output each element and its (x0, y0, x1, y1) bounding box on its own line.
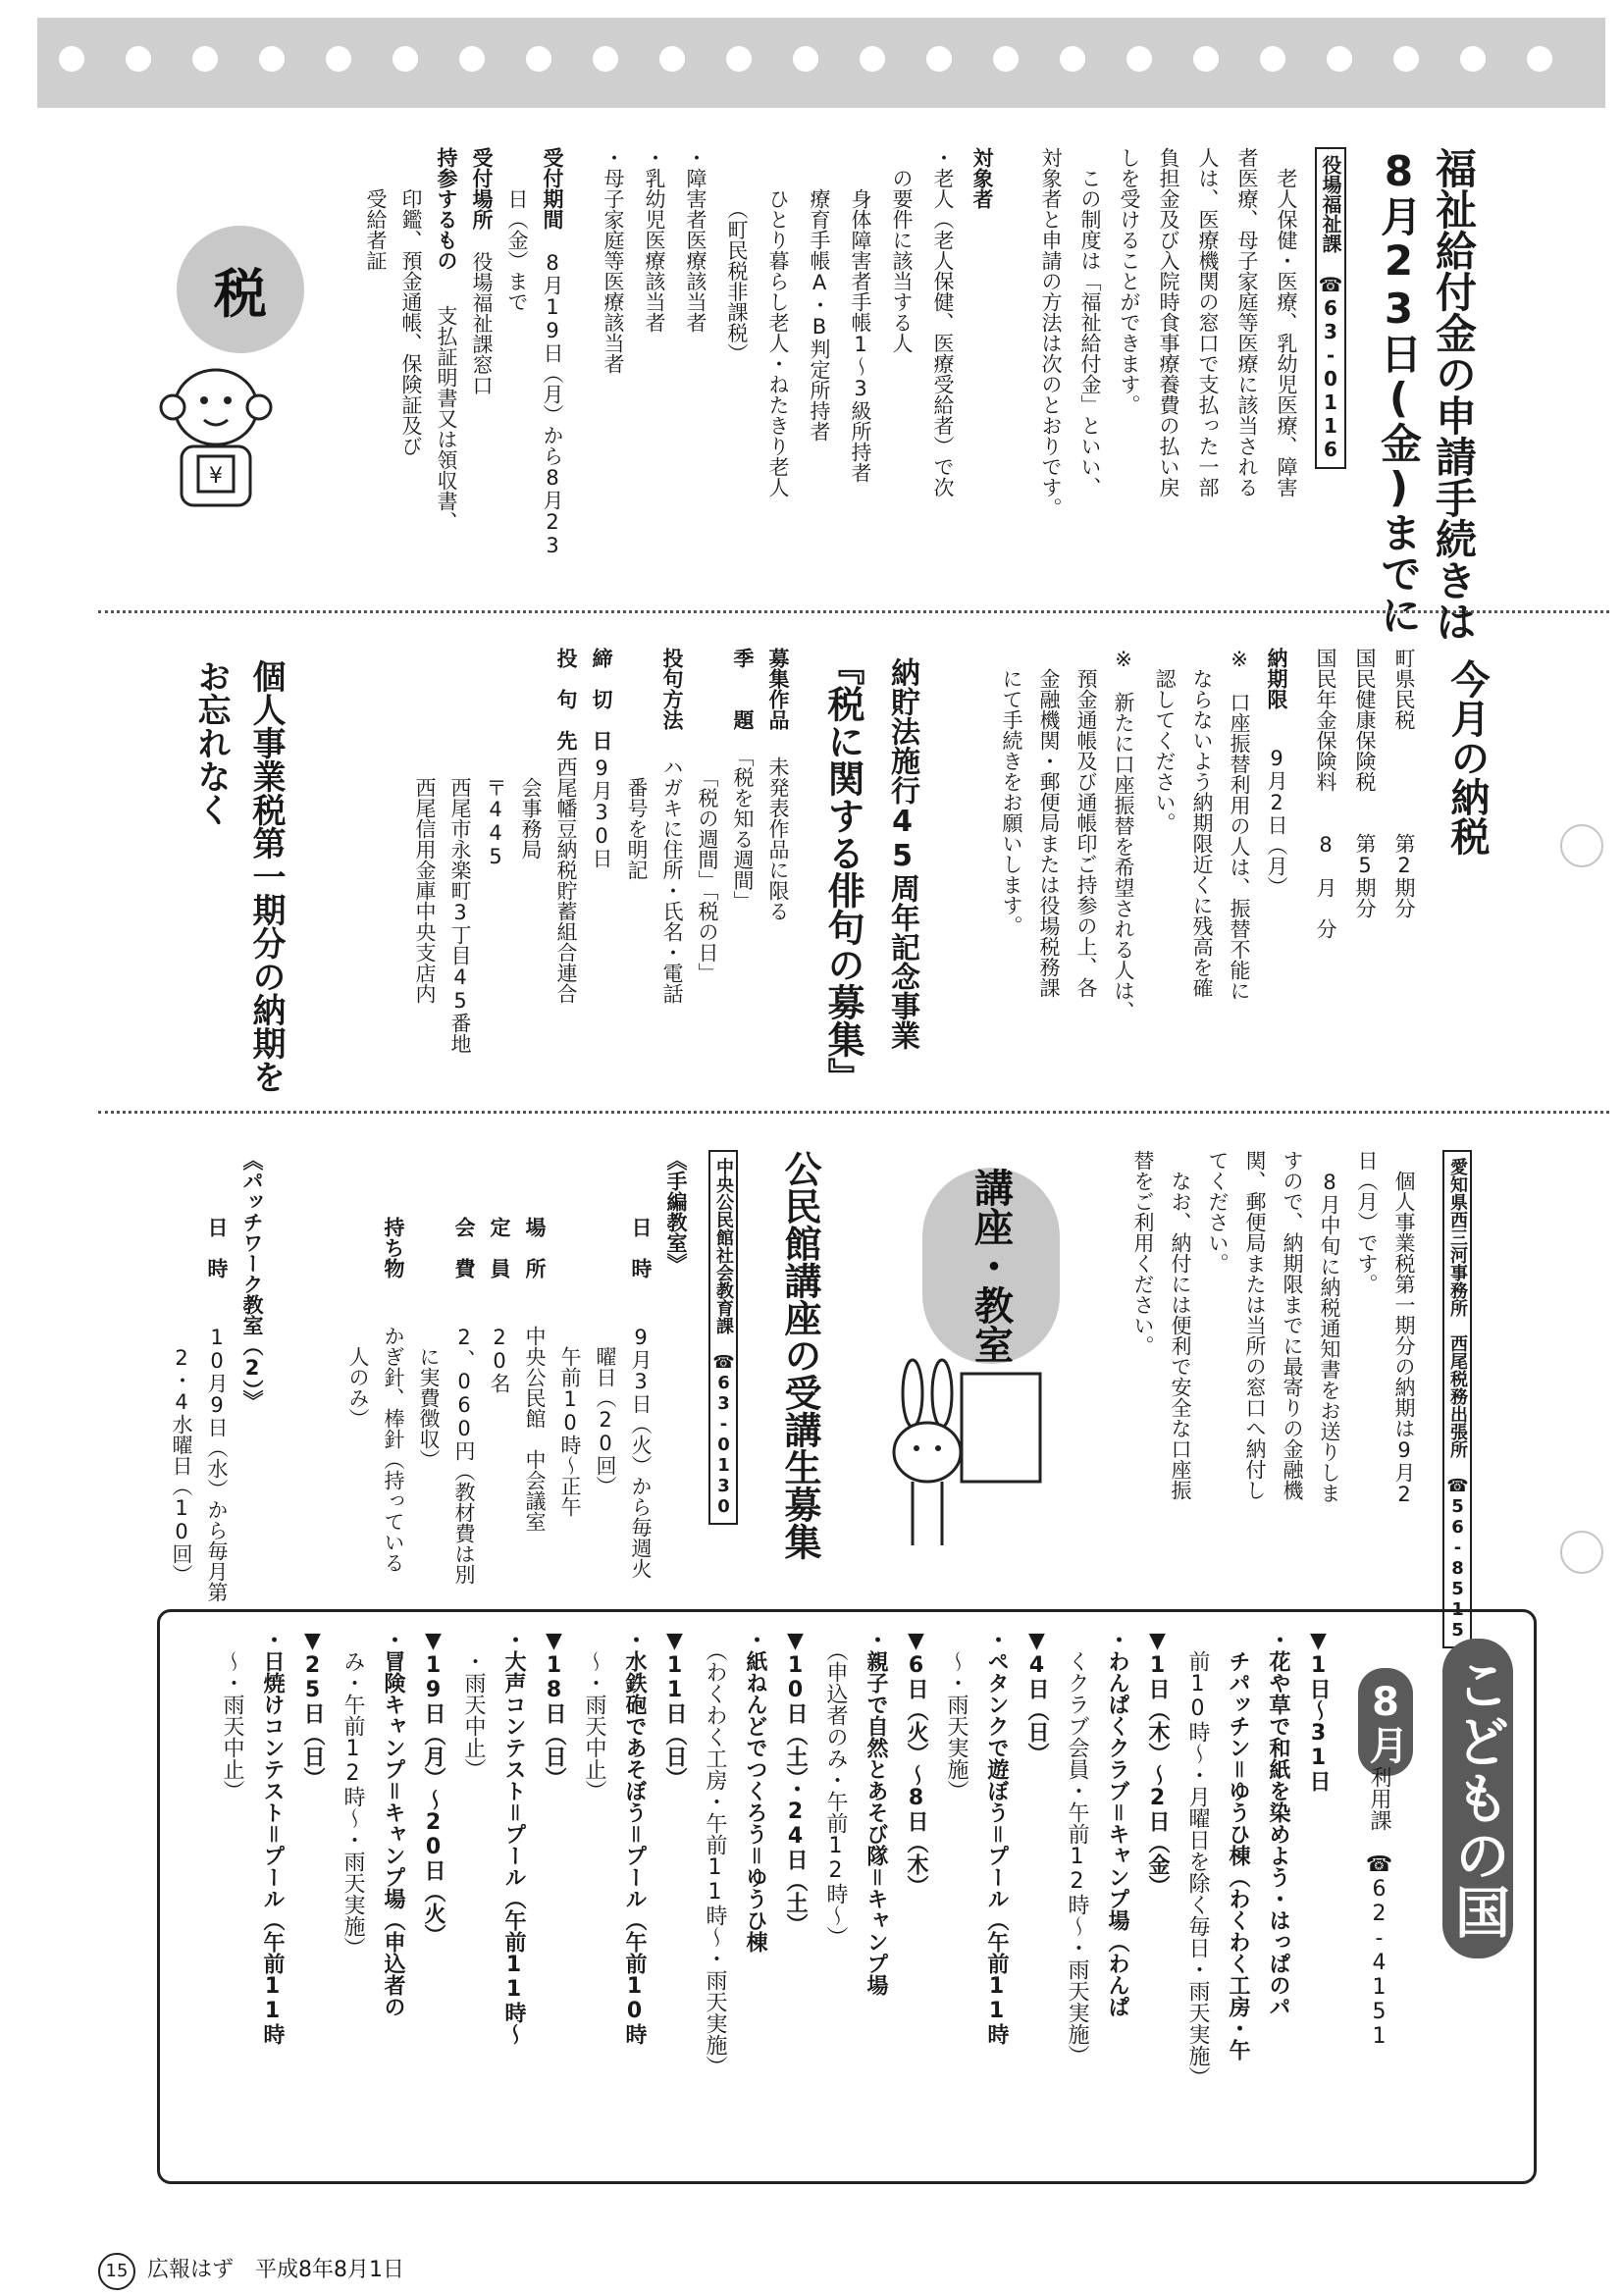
fukushi-target-line: の要件に該当する人 (890, 147, 914, 353)
fukushi-target-line: ・老人（老人保健、医療受給者）で次 (931, 147, 955, 497)
binder-hole (1060, 46, 1085, 72)
kodomo-heading-line: ▼4日（日） (1024, 1629, 1049, 1764)
kodomo-detail-line: （申込者のみ・午前12時～） (823, 1629, 848, 1948)
kouza-stamp-label: 講座・教室 (968, 1168, 1014, 1364)
binder-hole (793, 46, 818, 72)
amimono-row-label: 持ち物 (382, 1217, 405, 1278)
zei-stamp-label: 税 (214, 262, 267, 325)
section-divider-1 (98, 610, 1609, 613)
binder-hole (1460, 46, 1486, 72)
fukushi-title-line1: 福祉給付金の申請手続きは (1430, 147, 1478, 642)
kodomo-detail-line: （わくわく工房・午前11時～・雨天実施） (703, 1629, 727, 2077)
kodomo-title: こどもの国 (1442, 1639, 1513, 1958)
fukushi-period-line1: 8月19日（月）から8月23 (541, 231, 564, 557)
fukushi-target-line: ・乳幼児医療該当者 (643, 147, 666, 333)
page-footer (98, 2253, 404, 2290)
fukushi-body-line: この制度は「福祉給付金」といい、 (1078, 147, 1102, 497)
fukushi-place-label: 受付場所 (470, 147, 494, 230)
binder-hole (659, 46, 685, 72)
fukushi-place: 役場福祉課窓口 (470, 231, 494, 395)
binder-hole (259, 46, 285, 72)
fukushi-body-line: 者医療、母子家庭等医療に該当される (1235, 147, 1259, 497)
binder-hole (526, 46, 551, 72)
kojin-dept: 愛知県西三河事務所 西尾税務出張所 ☎56-8515 (1442, 1150, 1472, 1648)
binder-hole (1527, 46, 1552, 72)
kodomo-heading-line: ・大声コンテスト＝プール（午前11時～ (501, 1629, 526, 2045)
amimono-row-value: 9月3日（火）から毎週火 (629, 1305, 653, 1579)
fukushi-target-line: ひとり暮らし老人・ねたきり老人 (766, 147, 790, 497)
binder-hole (860, 46, 885, 72)
amimono-row-label: 日 時 (629, 1217, 653, 1278)
fukushi-body-line: 人は、医療機関の窓口で支払った一部 (1196, 147, 1220, 497)
haiku-row-value: ハガキに住所・氏名・電話 (660, 736, 684, 1004)
binder-hole (326, 46, 351, 72)
fukushi-target-line: ・母子家庭等医療該当者 (602, 147, 625, 374)
kodomo-heading-line: ▼18日（日） (542, 1629, 566, 1789)
binder-hole (1260, 46, 1285, 72)
kodomo-dept: 利用課 ☎62-4151 (1367, 1766, 1391, 2049)
kodomo-heading-line: ▼19日（月）～20日（火） (421, 1629, 445, 1946)
kouza-title: 公民館講座の受講生募集 (778, 1150, 821, 1560)
kodomo-heading-line: ▼1日（木）～2日（金） (1145, 1629, 1170, 1897)
kodomo-detail-line: ～・雨天実施） (944, 1629, 969, 1801)
fukushi-bring-line1: 支払証明書又は領収書、 (435, 285, 458, 532)
patch-row-value: 2・4水曜日（10回） (170, 1305, 193, 1585)
haiku-title-1: 納貯法施行45周年記念事業 (885, 657, 919, 1050)
binder-hole (993, 46, 1019, 72)
rabbit-illustration (854, 1354, 1050, 1550)
amimono-row-label: 場 所 (523, 1217, 547, 1278)
fukushi-target-label: 対象者 (970, 147, 994, 209)
kojin-title-line2: お忘れなく (191, 659, 231, 826)
nouzei-note2-line: 預金通帳及び通帳印ご持参の上、各 (1074, 648, 1098, 998)
amimono-row-label: 会 費 (452, 1217, 476, 1278)
haiku-row-label: 季 題 (731, 648, 755, 730)
kodomo-heading-line: チパッチン＝ゆうひ棟（わくわく工房・午 (1226, 1629, 1250, 2061)
kodomo-detail-line: ～・雨天中止） (220, 1629, 244, 1801)
fukushi-body-line: 老人保健・医療、乳幼児医療、障害 (1275, 147, 1298, 497)
haiku-row-label: 締 切 日 (590, 648, 613, 751)
kodomo-detail-line: ～・雨天中止） (582, 1629, 606, 1801)
kodomo-detail-line: 前10時～・月曜日を除く毎日・雨天実施） (1185, 1629, 1210, 2088)
fukushi-period-line2: 日（金）まで (505, 147, 529, 312)
nouzei-deadline-label: 納期限 (1265, 648, 1288, 709)
kodomo-heading-line: ・わんぱくクラブ＝キャンプ場（わんぱ (1105, 1629, 1129, 2017)
amimono-row-label: 定 員 (488, 1217, 511, 1278)
zei-stamp (177, 226, 304, 353)
kodomo-heading-line: ・冒険キャンプ＝キャンプ場（申込者の (381, 1629, 405, 2017)
fukushi-bring-line3: 受給者証 (364, 147, 388, 271)
kodomo-heading-line: ▼10日（土）・24日（土） (783, 1629, 808, 1935)
amimono-row-value: 人のみ） (346, 1305, 370, 1429)
kojin-body-line: 日（月）です。 (1355, 1150, 1379, 1294)
nouzei-title: 今月の納税 (1444, 659, 1490, 856)
amimono-row-value: 中央公民館 中会議室 (523, 1305, 547, 1532)
fukushi-body-line: 負担金及び入院時食事療養費の払い戻 (1157, 147, 1180, 497)
haiku-row-label: 投句方法 (660, 648, 684, 730)
amimono-title: 《手編教室》 (664, 1150, 688, 1274)
binder-hole (1126, 46, 1152, 72)
kodomo-heading-line: ▼1日～31日 (1306, 1629, 1331, 1792)
kodomo-heading-line: ▼11日（日） (662, 1629, 687, 1789)
haiku-title-2: 『税に関する俳句の募集』 (821, 648, 864, 1095)
nouzei-deadline: 9月2日（月） (1265, 726, 1288, 897)
binder-hole (593, 46, 618, 72)
binder-hole (1327, 46, 1352, 72)
fukushi-target-line: 療育手帳A・B判定所持者 (808, 147, 831, 442)
binder-hole (393, 46, 418, 72)
fukushi-body-line: しを受けることができます。 (1118, 147, 1141, 415)
fukushi-target-line: 身体障害者手帳1～3級所持者 (849, 147, 872, 483)
amimono-row-value: かぎ針、棒針（持っている (382, 1305, 405, 1573)
amimono-row-value: 曜日（20回） (594, 1305, 617, 1496)
kodomo-detail-line: み・午前12時～・雨天実施） (340, 1629, 365, 1958)
footer-text: 広報はず 平成8年8月1日 (147, 2258, 404, 2282)
haiku-row-value: 会事務局 (519, 736, 543, 860)
kodomo-heading-line: ・花や草で和紙を染めよう・はっぱのパ (1266, 1629, 1290, 2017)
fukushi-bring-label: 持参するもの (435, 147, 458, 271)
kojin-body-line: 個人事業税第一期分の納期は9月2 (1392, 1150, 1416, 1506)
kodomo-heading-line: ・ペタンクで遊ぼう＝プール（午前11時 (984, 1629, 1009, 2045)
haiku-row-value: 〒445 (484, 736, 507, 868)
fukushi-body-line: 対象者と申請の方法は次のとおりです。 (1039, 147, 1063, 518)
kodomo-detail-line: ・雨天中止） (461, 1629, 486, 1780)
haiku-row-value: 西尾幡豆納税貯蓄組合連合 (554, 736, 578, 1004)
amimono-row-value: 2、060円（教材費は別 (452, 1305, 476, 1585)
binder-hole (926, 46, 952, 72)
nouzei-note1-line: ※ 口座振替利用の人は、振替不能に (1228, 648, 1251, 1001)
kodomo-heading-line: ・日焼けコンテスト＝プール（午前11時 (260, 1629, 285, 2045)
binder-hole (59, 46, 84, 72)
nouzei-note2-line: ※ 新たに口座振替を希望される人は、 (1112, 648, 1135, 1021)
nouzei-item: 国民健康保険税 第5期分 (1353, 648, 1377, 918)
binder-hole (1393, 46, 1419, 72)
kouza-dept: 中央公民館社会教育課 ☎63-0130 (708, 1150, 738, 1525)
haiku-row-label: 募集作品 (766, 648, 790, 730)
patch-row-label: 日 時 (205, 1217, 229, 1278)
amimono-row-value: 午前10時～正午 (558, 1305, 582, 1517)
kojin-body-line: なお、納付には便利で安全な口座振 (1169, 1150, 1192, 1500)
nouzei-item: 町県民税 第2期分 (1392, 648, 1416, 918)
section-divider-2 (98, 1111, 1609, 1114)
patch-row-value: 10月9日（水）から毎月第 (205, 1305, 229, 1602)
kodomo-heading-line: ▼25日（日） (300, 1629, 325, 1789)
nouzei-note2-line: にて手続きをお願いします。 (1000, 648, 1023, 936)
amimono-row-value: に実費徴収） (417, 1305, 441, 1470)
binder-hole (459, 46, 485, 72)
nouzei-note1-line: 認してください。 (1153, 648, 1177, 833)
fukushi-period-label: 受付期間 (541, 147, 564, 230)
haiku-row-value: 未発表作品に限る (766, 736, 790, 921)
haiku-row-value: 「税を知る週間」 (731, 736, 755, 912)
nouzei-item: 国民年金保険料 8 月 分 (1314, 648, 1337, 939)
kojin-body-line: 替をご利用ください。 (1131, 1150, 1155, 1356)
page-number: 15 (98, 2253, 135, 2290)
kodomo-heading-line: ・親子で自然とあそび隊＝キャンプ場 (864, 1629, 888, 1996)
nouzei-note1-line: ならないよう納期限近くに残高を確 (1190, 648, 1214, 998)
kojin-title-line1: 個人事業税第一期分の納期を (246, 659, 286, 1093)
fukushi-title-line2: 8月23日(金)までに (1375, 147, 1423, 635)
amimono-row-value: 20名 (488, 1305, 511, 1393)
haiku-row-value: 西尾市永楽町3丁目45番地 (448, 736, 472, 1054)
kouza-stamp (922, 1168, 1060, 1364)
haiku-row-label: 投 句 先 (554, 648, 578, 751)
binder-hole (726, 46, 752, 72)
binder-hole (192, 46, 218, 72)
kodomo-month-badge: 8月 (1358, 1668, 1413, 1776)
nouzei-note2-line: 金融機関・郵便局または役場税務課 (1037, 648, 1061, 998)
kodomo-heading-line: ・紙ねんどでつくろう＝ゆうひ棟 (743, 1629, 767, 1953)
haiku-row-value: 西尾信用金庫中央支店内 (413, 736, 437, 1004)
binder-hole (126, 46, 151, 72)
kojin-body-line: 8月中旬に納税通知書をお送りしま (1318, 1150, 1341, 1503)
kodomo-detail-line: くクラブ会員・午前12時～・雨天実施） (1065, 1629, 1089, 2066)
binder-hole (1193, 46, 1219, 72)
side-punch-hole-upper (1560, 824, 1603, 867)
kojin-body-line: てください。 (1206, 1150, 1230, 1274)
patch-title: 《パッチワーク教室（2）》 (240, 1150, 264, 1411)
fukushi-dept: 役場福祉課 ☎63-0116 (1315, 147, 1346, 469)
fukushi-bring-line2: 印鑑、預金通帳、保険証及び (399, 147, 423, 456)
kojin-body-line: すので、納期限までに最寄りの金融機 (1281, 1150, 1304, 1500)
haiku-row-value: 9月30日 (590, 736, 613, 868)
haiku-row-value: 「税の週間」「税の日」 (696, 736, 719, 983)
haiku-row-value: 番号を明記 (625, 736, 649, 880)
kojin-body-line: 関、郵便局または当所の窓口へ納付し (1243, 1150, 1267, 1500)
svg-text:¥: ¥ (209, 464, 223, 489)
fukushi-target-line: （町民税非課税） (725, 147, 749, 364)
side-punch-hole-lower (1560, 1531, 1603, 1574)
fukushi-target-line: ・障害者医療該当者 (684, 147, 707, 333)
kodomo-heading-line: ▼6日（火）～8日（木） (904, 1629, 928, 1897)
kodomo-heading-line: ・水鉄砲であそぼう＝プール（午前10時 (622, 1629, 647, 2045)
monkey-illustration (147, 353, 285, 510)
